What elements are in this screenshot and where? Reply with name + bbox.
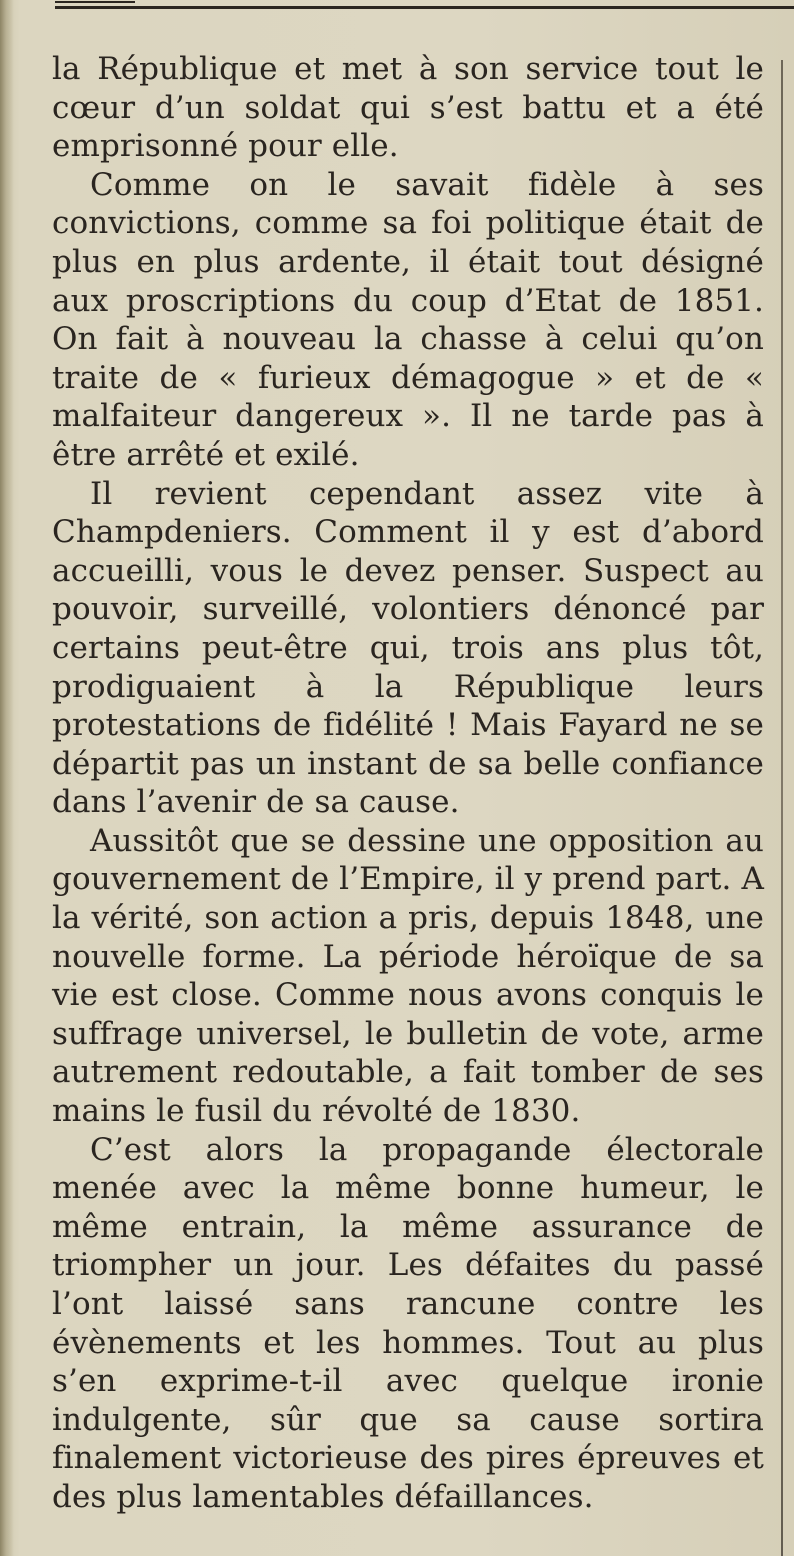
column-separator-rule — [781, 60, 783, 1556]
paragraph-3: Il revient cependant assez vite à Champdeniers. Comment il y est d’abord accueilli, vous le devez penser. Suspect au pouvoir, surveillé, volontiers dénoncé par certains peut-être qui, trois ans plus tôt, prodiguaient à la République leurs protestations de fidélité ! Mais Fayard ne se départit pas un instant de sa belle confiance dans l’avenir de sa cause. — [52, 475, 764, 821]
page-gutter-shadow — [0, 0, 14, 1556]
article-column — [52, 50, 764, 1517]
paragraph-1: la République et met à son service tout le cœur d’un soldat qui s’est battu et a été emprisonné pour elle. — [52, 51, 764, 165]
paragraph-5: C’est alors la propagande électorale menée avec la même bonne humeur, le même entrain, la même assurance de triompher un jour. Les défaites du passé l’ont laissé sans rancune contre les évènements et les hommes. Tout au plus s’en exprime-t-il avec quelque ironie indulgente, sûr que sa cause sortira finalement victorieuse des pires épreuves et des plus lamentables défaillances. — [52, 1131, 764, 1515]
paragraph-4: Aussitôt que se dessine une opposition au gouvernement de l’Empire, il y prend part. A la vérité, son action a pris, depuis 1848, une nouvelle forme. La période héroïque de sa vie est close. Comme nous avons conquis le suffrage universel, le bulletin de vote, arme autrement redoutable, a fait tomber de ses mains le fusil du révolté de 1830. — [52, 822, 764, 1130]
column-top-rule — [55, 6, 794, 9]
paragraph-2: Comme on le savait fidèle à ses convictions, comme sa foi politique était de plus en plus ardente, il était tout désigné aux proscriptions du coup d’Etat de 1851. On fait à nouveau la chasse à celui qu’on traite de « furieux démagogue » et de « malfaiteur dangereux ». Il ne tarde pas à être arrêté et exilé. — [52, 166, 764, 473]
column-top-rule-short — [55, 1, 135, 3]
